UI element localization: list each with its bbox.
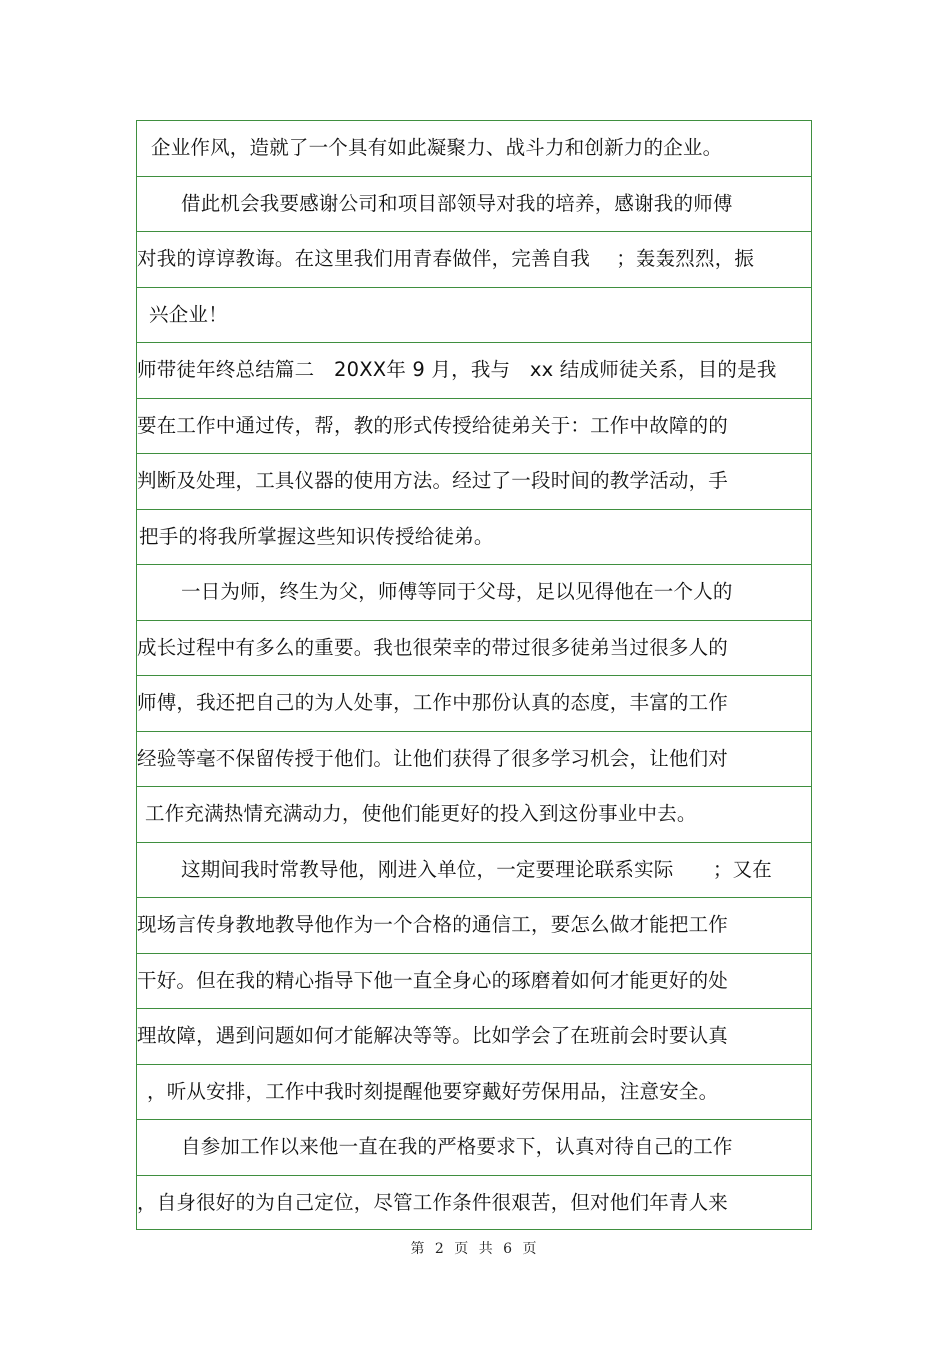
text-line: 把手的将我所掌握这些知识传授给徒弟。	[139, 524, 494, 548]
text-line: 借此机会我要感谢公司和项目部领导对我的培养，感谢我的师傅	[181, 191, 733, 215]
text-line: 现场言传身教地教导他作为一个合格的通信工，要怎么做才能把工作	[137, 913, 729, 936]
text-row	[137, 1009, 811, 1065]
text-row	[137, 676, 811, 732]
text-line: ，自身很好的为自己定位，尽管工作条件很艰苦，但对他们年青人来	[137, 1190, 729, 1214]
text-row	[137, 399, 811, 455]
text-row	[137, 732, 811, 788]
text-line: 工作充满热情充满动力，使他们能更好的投入到这份事业中去。	[145, 802, 697, 825]
text-row	[137, 565, 811, 621]
text-line: 干好。但在我的精心指导下他一直全身心的琢磨着如何才能更好的处	[137, 968, 729, 992]
text-line: 自参加工作以来他一直在我的严格要求下，认真对待自己的工作	[181, 1135, 733, 1158]
text-row	[137, 1120, 811, 1176]
text-line: ，听从安排，工作中我时刻提醒他要穿戴好劳保用品，注意安全。	[147, 1079, 719, 1103]
text-row	[137, 954, 811, 1010]
page-footer: 第 2 页 共 6 页	[410, 1241, 540, 1257]
text-row	[137, 232, 811, 288]
text-row	[137, 843, 811, 899]
text-line: 这期间我时常教导他，刚进入单位，一定要理论联系实际 ；又在	[181, 857, 773, 881]
text-row	[137, 510, 811, 566]
text-row	[137, 177, 811, 233]
text-row	[137, 1176, 811, 1232]
text-row	[137, 121, 811, 177]
text-line: 师带徒年终总结篇二 20XX年 9 月，我与 xx 结成师徒关系，目的是我	[137, 358, 777, 381]
text-line: 成长过程中有多么的重要。我也很荣幸的带过很多徒弟当过很多人的	[137, 635, 729, 659]
document-frame	[136, 120, 812, 1230]
text-row	[137, 787, 811, 843]
text-line: 对我的谆谆教诲。在这里我们用青春做伴，完善自我 ；轰轰烈烈，振	[137, 247, 755, 270]
text-row	[137, 1065, 811, 1121]
text-row	[137, 898, 811, 954]
text-line: 经验等毫不保留传授于他们。让他们获得了很多学习机会，让他们对	[137, 746, 729, 770]
text-line: 一日为师，终生为父，师傅等同于父母，足以见得他在一个人的	[181, 580, 733, 603]
text-row	[137, 288, 811, 344]
text-row	[137, 343, 811, 399]
text-row	[137, 621, 811, 677]
text-line: 判断及处理，工具仪器的使用方法。经过了一段时间的教学活动，手	[137, 469, 729, 492]
text-line: 师傅，我还把自己的为人处事，工作中那份认真的态度，丰富的工作	[137, 691, 729, 714]
text-line: 理故障，遇到问题如何才能解决等等。比如学会了在班前会时要认真	[137, 1024, 729, 1047]
text-row	[137, 454, 811, 510]
text-line: 要在工作中通过传，帮，教的形式传授给徒弟关于：工作中故障的的	[137, 413, 729, 437]
text-line: 企业作风，造就了一个具有如此凝聚力、战斗力和创新力的企业。	[151, 136, 723, 159]
text-line: 兴企业！	[149, 302, 228, 326]
